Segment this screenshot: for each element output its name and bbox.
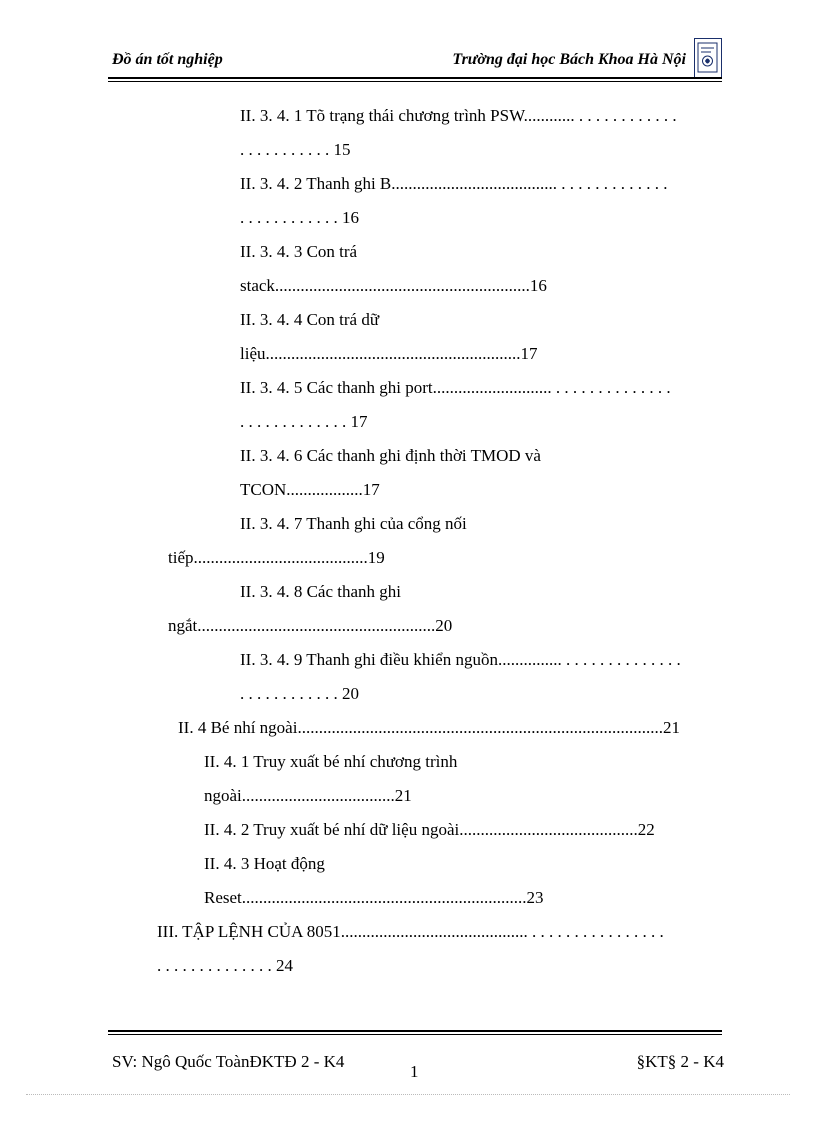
footer-rule [108, 1030, 722, 1032]
toc-line: liệu............................................................17 [240, 344, 538, 363]
page-number: 1 [410, 1062, 419, 1081]
header-rule-thin [108, 81, 722, 82]
toc-line: II. 3. 4. 7 Thanh ghi của cổng nối [240, 514, 467, 533]
header-thesis-title: Đồ án tốt nghiệp [112, 51, 223, 68]
toc-line: ngoài....................................21 [204, 786, 412, 805]
toc-line: II. 3. 4. 1 Tõ trạng thái chương trình PSW............ . . . . . . . . . . . . [240, 106, 677, 125]
toc-line: . . . . . . . . . . . . . 17 [240, 412, 368, 431]
toc-line: ngắt........................................................20 [168, 616, 453, 635]
toc-line: stack............................................................16 [240, 276, 547, 295]
toc-line: II. 4. 3 Hoạt động [204, 854, 325, 873]
toc-line: II. 3. 4. 4 Con trá dữ [240, 310, 380, 329]
toc-line: II. 4 Bé nhí ngoài......................................................................................21 [178, 718, 680, 737]
toc-line: II. 3. 4. 6 Các thanh ghi định thời TMOD và [240, 446, 541, 465]
toc-line: tiếp.........................................19 [168, 548, 385, 567]
footer-class: §KT§ 2 - K4 [636, 1052, 724, 1071]
page-bottom-border [26, 1094, 790, 1095]
footer-student-name: SV: Ngô Quốc ToànĐKTĐ 2 - K4 [112, 1052, 345, 1071]
toc-line: II. 3. 4. 3 Con trá [240, 242, 358, 261]
toc-line: II. 3. 4. 2 Thanh ghi B....................................... . . . . . . . . . . . . . [240, 174, 668, 193]
header-university-name: Trường đại học Bách Khoa Hà Nội [452, 51, 686, 68]
toc-line: III. TẬP LỆNH CỦA 8051............................................ . . . . . . . . . . . . . . . . [157, 922, 664, 941]
toc-line: II. 3. 4. 8 Các thanh ghi [240, 582, 401, 601]
toc-line: TCON..................17 [240, 480, 380, 499]
toc-line: . . . . . . . . . . . . 20 [240, 684, 359, 703]
university-logo-icon [694, 38, 722, 78]
header-rule [108, 77, 722, 79]
footer-rule-thin [108, 1034, 722, 1035]
toc-line: II. 4. 2 Truy xuất bé nhí dữ liệu ngoài..........................................22 [204, 820, 655, 839]
toc-line: II. 4. 1 Truy xuất bé nhí chương trình [204, 752, 458, 771]
toc-line: . . . . . . . . . . . . . . 24 [157, 956, 293, 975]
toc-line: Reset...................................................................23 [204, 888, 544, 907]
toc-line: II. 3. 4. 5 Các thanh ghi port............................ . . . . . . . . . . . . . . [240, 378, 671, 397]
toc-line: . . . . . . . . . . . . 16 [240, 208, 359, 227]
toc-line: . . . . . . . . . . . 15 [240, 140, 351, 159]
toc-line: II. 3. 4. 9 Thanh ghi điều khiển nguồn............... . . . . . . . . . . . . . . [240, 650, 681, 669]
